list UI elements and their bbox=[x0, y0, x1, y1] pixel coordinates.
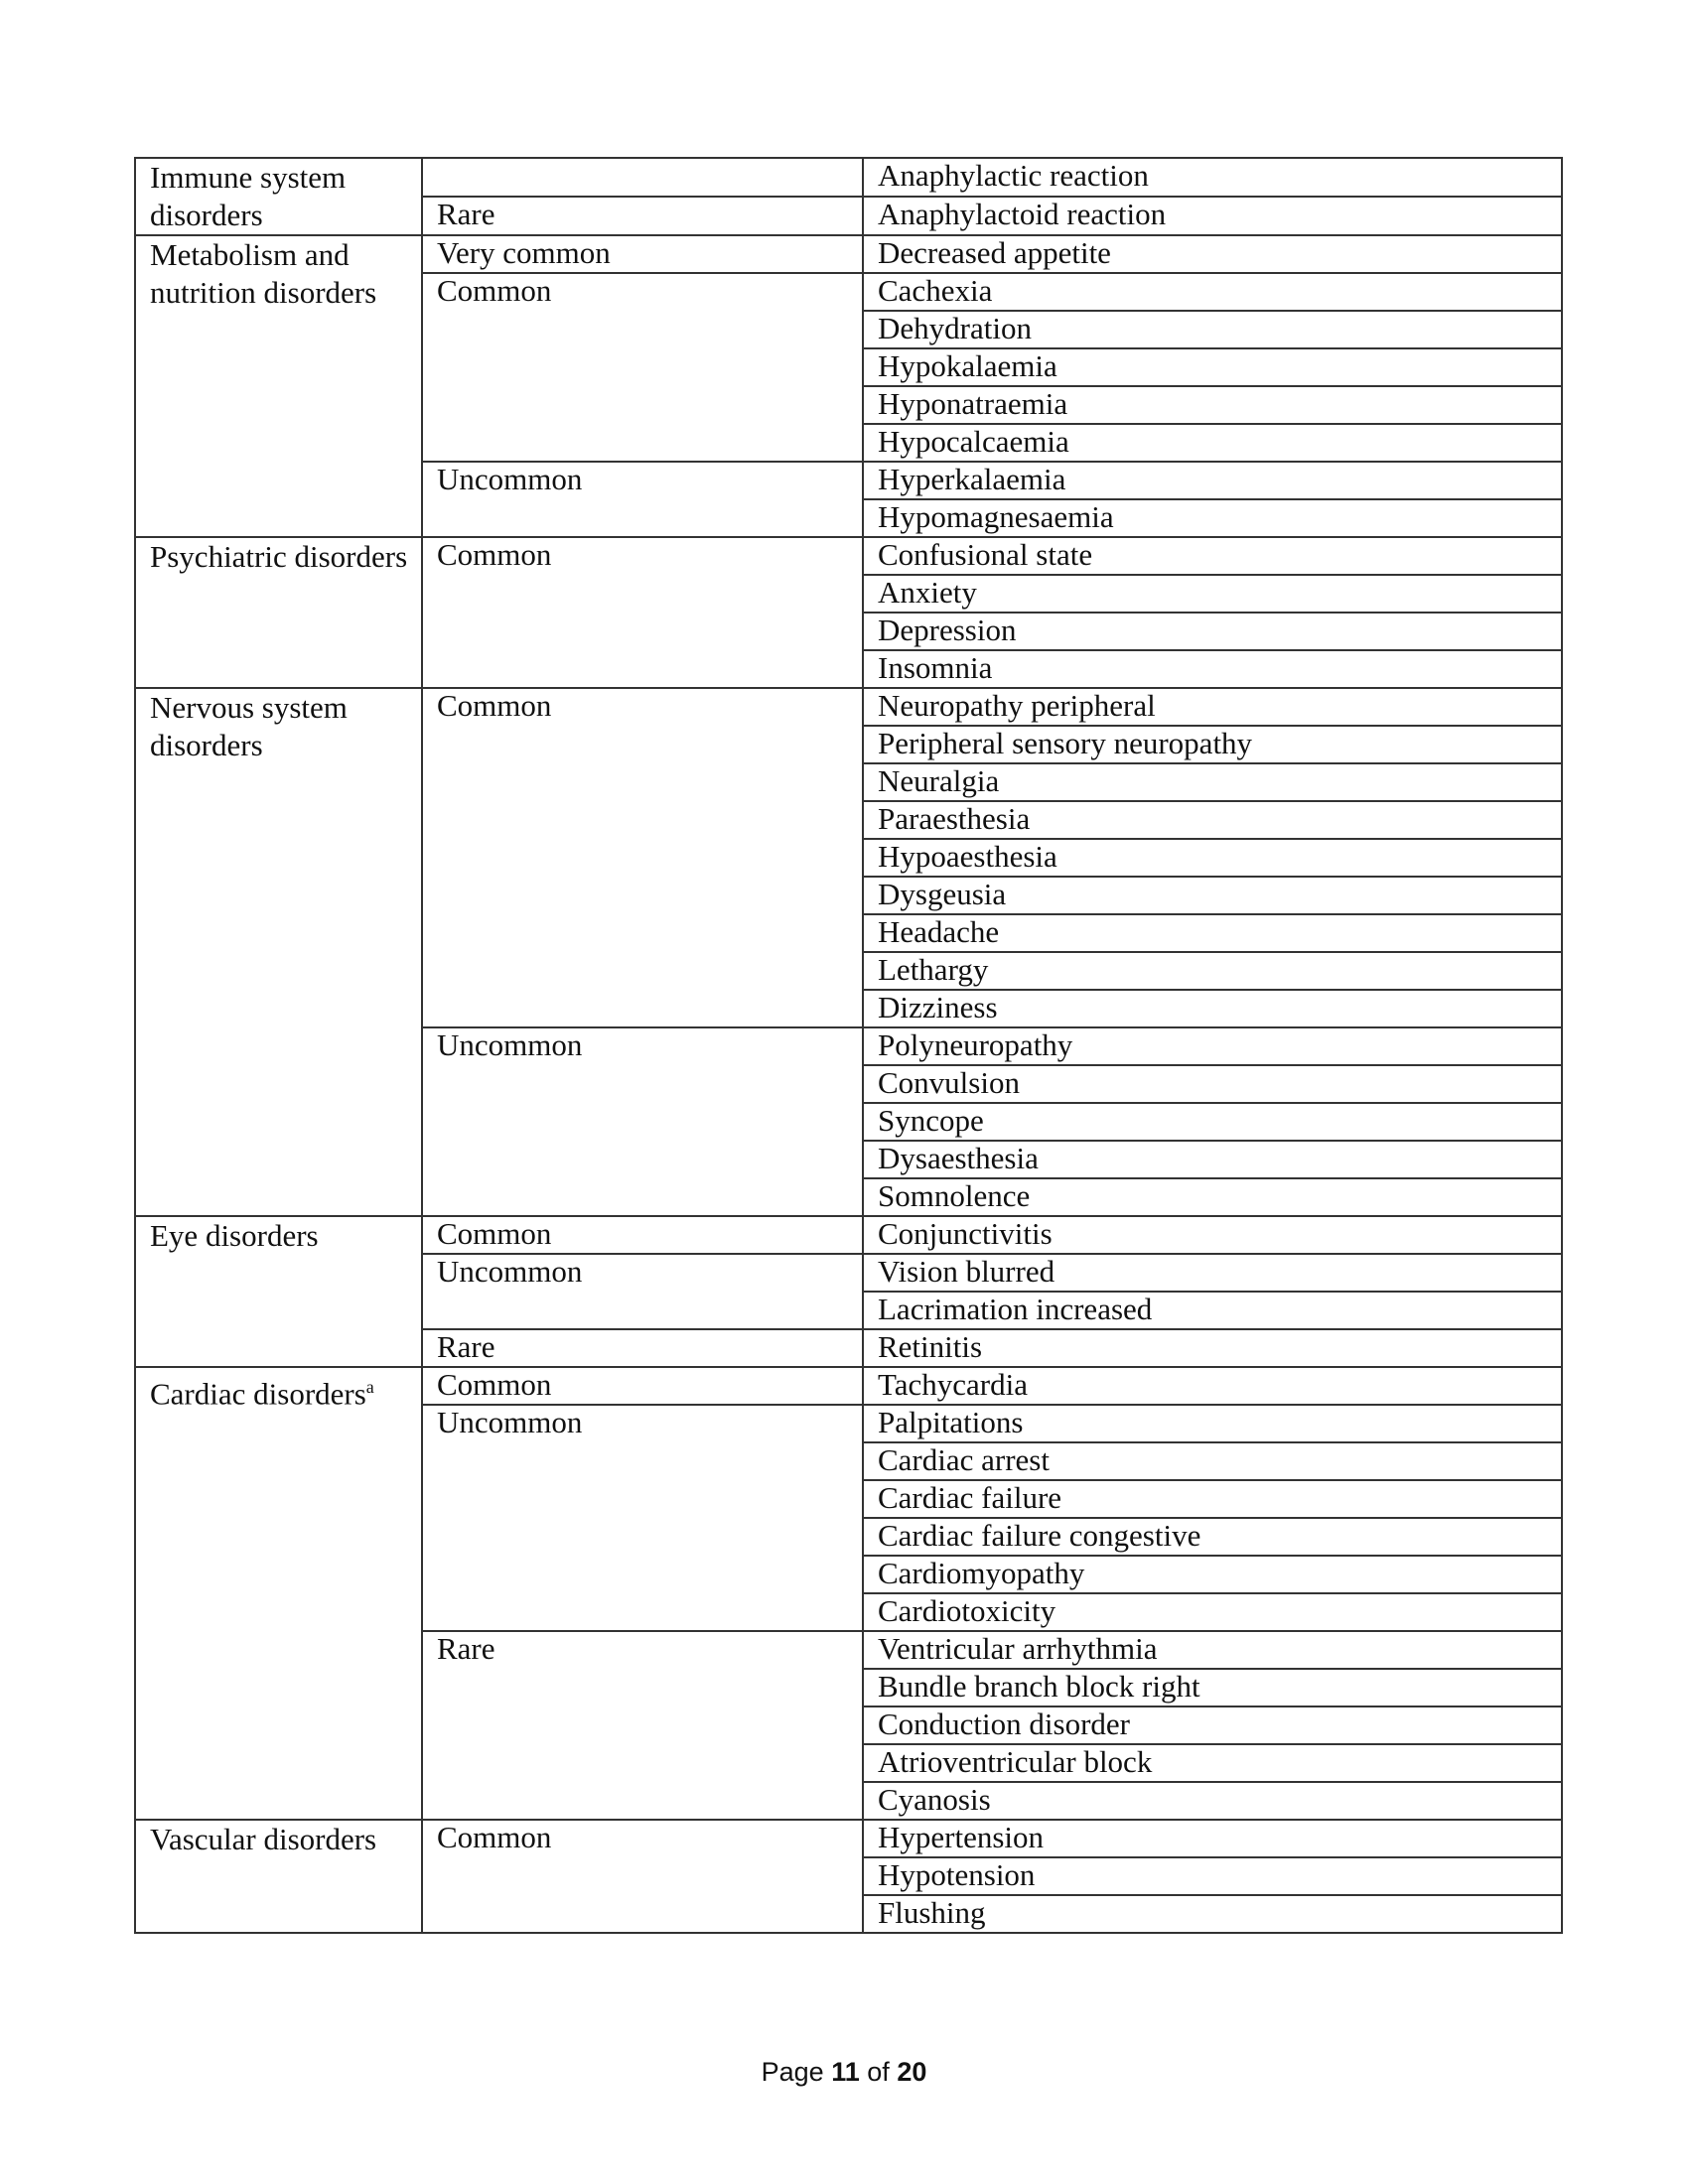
frequency-cell: Common bbox=[422, 1367, 863, 1405]
page-total: 20 bbox=[897, 2057, 927, 2087]
adverse-reaction-cell: Dehydration bbox=[863, 311, 1562, 348]
adverse-reaction-cell: Hypotension bbox=[863, 1857, 1562, 1895]
adverse-reaction-cell: Cardiac failure congestive bbox=[863, 1518, 1562, 1556]
system-organ-class-cell bbox=[135, 235, 422, 537]
frequency-cell: Uncommon bbox=[422, 1254, 863, 1329]
adverse-reaction-cell: Paraesthesia bbox=[863, 801, 1562, 839]
adverse-reaction-cell: Hypocalcaemia bbox=[863, 424, 1562, 462]
frequency-cell: Common bbox=[422, 688, 863, 1027]
adverse-reaction-cell: Anaphylactoid reaction bbox=[863, 197, 1562, 235]
adverse-reaction-cell: Cardiac failure bbox=[863, 1480, 1562, 1518]
frequency-cell: Very common bbox=[422, 235, 863, 273]
adverse-reaction-cell: Vision blurred bbox=[863, 1254, 1562, 1292]
adverse-reaction-cell: Cyanosis bbox=[863, 1782, 1562, 1820]
frequency-cell: Common bbox=[422, 537, 863, 688]
adverse-reaction-cell: Anxiety bbox=[863, 575, 1562, 613]
system-organ-class-cell bbox=[135, 688, 422, 1216]
adverse-reaction-cell: Atrioventricular block bbox=[863, 1744, 1562, 1782]
table-body bbox=[135, 158, 1562, 1933]
system-organ-class-label: Vascular disorders bbox=[150, 1822, 377, 1856]
adverse-reaction-cell: Palpitations bbox=[863, 1405, 1562, 1442]
adverse-reaction-cell: Peripheral sensory neuropathy bbox=[863, 726, 1562, 763]
system-organ-class-label: Metabolism and nutrition disorders bbox=[150, 237, 377, 310]
system-organ-class-label: Nervous system disorders bbox=[150, 690, 348, 762]
adverse-reaction-cell: Cachexia bbox=[863, 273, 1562, 311]
adverse-reaction-cell: Dysaesthesia bbox=[863, 1141, 1562, 1178]
frequency-cell: Rare bbox=[422, 1329, 863, 1367]
adverse-reaction-cell: Somnolence bbox=[863, 1178, 1562, 1216]
footnote-marker: a bbox=[365, 1377, 374, 1397]
frequency-cell: Common bbox=[422, 1216, 863, 1254]
adverse-reaction-cell: Cardiotoxicity bbox=[863, 1593, 1562, 1631]
table-row bbox=[135, 1367, 1562, 1405]
adverse-reaction-cell: Ventricular arrhythmia bbox=[863, 1631, 1562, 1669]
system-organ-class-label: Psychiatric disorders bbox=[150, 539, 408, 574]
adverse-reaction-cell: Syncope bbox=[863, 1103, 1562, 1141]
frequency-cell bbox=[422, 158, 863, 197]
page-of: of bbox=[867, 2057, 890, 2087]
frequency-cell: Uncommon bbox=[422, 462, 863, 537]
table-row bbox=[135, 537, 1562, 575]
adverse-reaction-cell: Neuropathy peripheral bbox=[863, 688, 1562, 726]
adverse-reaction-cell: Hyponatraemia bbox=[863, 386, 1562, 424]
system-organ-class-label: Immune system disorders bbox=[150, 160, 347, 232]
adverse-reaction-cell: Cardiac arrest bbox=[863, 1442, 1562, 1480]
page-footer bbox=[0, 2057, 1688, 2088]
system-organ-class-label: Cardiac disorders bbox=[150, 1376, 366, 1412]
adverse-reaction-cell: Lacrimation increased bbox=[863, 1292, 1562, 1329]
adverse-reaction-cell: Polyneuropathy bbox=[863, 1027, 1562, 1065]
frequency-cell: Common bbox=[422, 273, 863, 462]
table-row bbox=[135, 688, 1562, 726]
system-organ-class-cell bbox=[135, 1367, 422, 1820]
adverse-reaction-cell: Tachycardia bbox=[863, 1367, 1562, 1405]
adverse-reaction-cell: Depression bbox=[863, 613, 1562, 650]
system-organ-class-cell bbox=[135, 1216, 422, 1367]
adverse-reaction-cell: Flushing bbox=[863, 1895, 1562, 1933]
adverse-reaction-cell: Bundle branch block right bbox=[863, 1669, 1562, 1706]
frequency-cell: Common bbox=[422, 1820, 863, 1933]
adverse-reaction-cell: Decreased appetite bbox=[863, 235, 1562, 273]
adverse-reactions-table bbox=[134, 157, 1563, 1934]
adverse-reaction-cell: Conduction disorder bbox=[863, 1706, 1562, 1744]
system-organ-class-label: Eye disorders bbox=[150, 1218, 319, 1253]
frequency-cell: Uncommon bbox=[422, 1027, 863, 1216]
adverse-reaction-cell: Insomnia bbox=[863, 650, 1562, 688]
adverse-reaction-cell: Hypomagnesaemia bbox=[863, 499, 1562, 537]
adverse-reaction-cell: Conjunctivitis bbox=[863, 1216, 1562, 1254]
page-label: Page bbox=[761, 2057, 824, 2087]
adverse-reaction-cell: Convulsion bbox=[863, 1065, 1562, 1103]
page-current: 11 bbox=[831, 2057, 860, 2087]
frequency-cell: Uncommon bbox=[422, 1405, 863, 1631]
adverse-reaction-cell: Hypertension bbox=[863, 1820, 1562, 1857]
system-organ-class-cell bbox=[135, 1820, 422, 1933]
adverse-reaction-cell: Hyperkalaemia bbox=[863, 462, 1562, 499]
adverse-reaction-cell: Dizziness bbox=[863, 990, 1562, 1027]
table-row bbox=[135, 158, 1562, 197]
table-row bbox=[135, 1216, 1562, 1254]
adverse-reaction-cell: Confusional state bbox=[863, 537, 1562, 575]
adverse-reaction-cell: Dysgeusia bbox=[863, 877, 1562, 914]
adverse-reaction-cell: Anaphylactic reaction bbox=[863, 158, 1562, 197]
adverse-reaction-cell: Cardiomyopathy bbox=[863, 1556, 1562, 1593]
adverse-reaction-cell: Hypokalaemia bbox=[863, 348, 1562, 386]
table-row bbox=[135, 235, 1562, 273]
frequency-cell: Rare bbox=[422, 1631, 863, 1820]
adverse-reaction-cell: Retinitis bbox=[863, 1329, 1562, 1367]
adverse-reaction-cell: Neuralgia bbox=[863, 763, 1562, 801]
table-row bbox=[135, 1820, 1562, 1857]
system-organ-class-cell bbox=[135, 158, 422, 235]
adverse-reaction-cell: Hypoaesthesia bbox=[863, 839, 1562, 877]
system-organ-class-cell bbox=[135, 537, 422, 688]
adverse-reaction-cell: Headache bbox=[863, 914, 1562, 952]
adverse-reaction-cell: Lethargy bbox=[863, 952, 1562, 990]
frequency-cell: Rare bbox=[422, 197, 863, 235]
